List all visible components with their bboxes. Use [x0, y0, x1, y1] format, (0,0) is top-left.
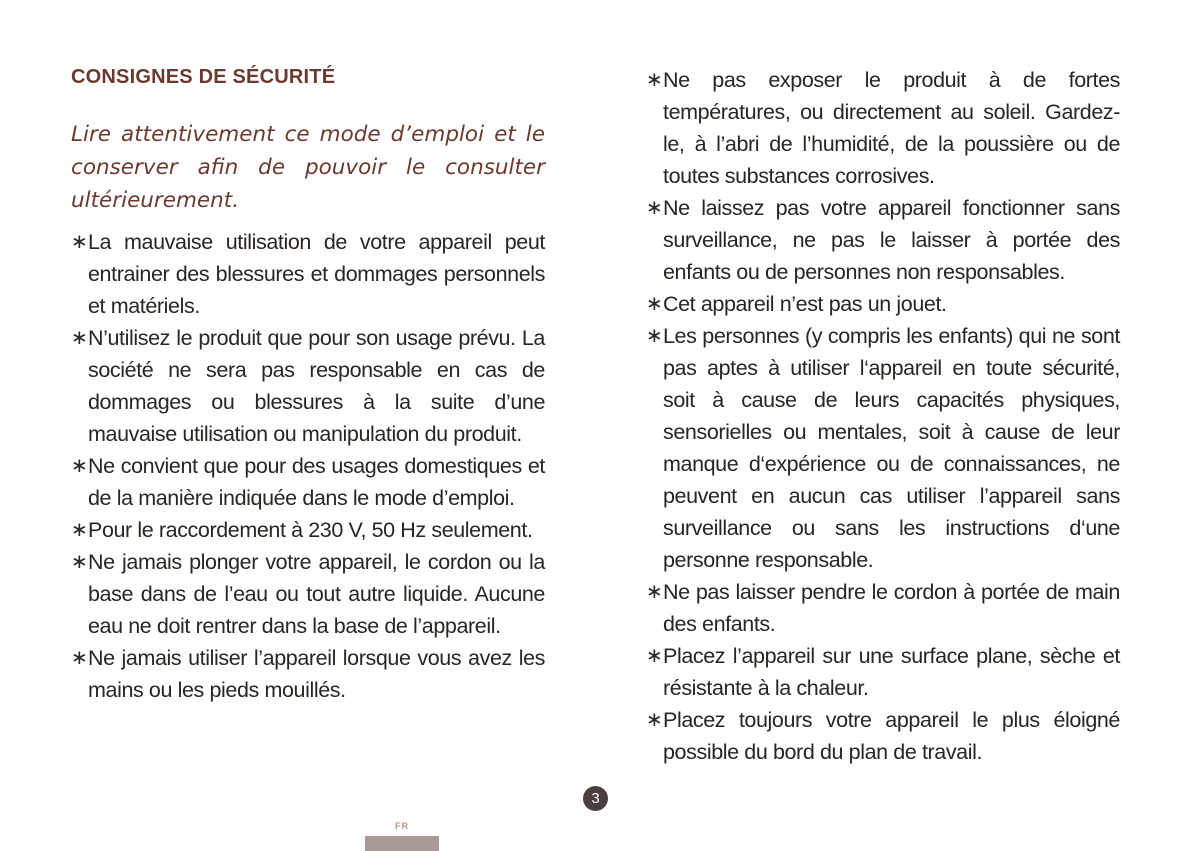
asterisk-icon: ∗ — [71, 327, 88, 349]
asterisk-icon: ∗ — [646, 581, 663, 603]
list-item — [646, 640, 1120, 704]
page-number-badge: 3 — [583, 786, 608, 811]
list-item-text: N’utilisez le produit que pour son usage prévu. La société ne sera pas responsable en cas de dommages ou blessures à la suite d’une mauvaise utilisation ou manipulation du produit. — [88, 326, 545, 446]
list-item — [646, 192, 1120, 288]
safety-list-right — [646, 64, 1120, 768]
intro-paragraph: Lire attentivement ce mode d’emploi et le conserver afin de pouvoir le consulter ultérieurement. — [71, 122, 545, 213]
list-item-text: Ne pas exposer le produit à de fortes températures, ou directement au soleil. Gardez-le, à l’abri de l’humidité, de la poussière ou de toutes substances corrosives. — [663, 68, 1120, 188]
asterisk-icon: ∗ — [71, 231, 88, 253]
list-item — [646, 64, 1120, 192]
list-item-text: Ne laissez pas votre appareil fonctionner sans surveillance, ne pas le laisser à portée des enfants ou de personnes non responsables. — [663, 196, 1120, 284]
list-item — [71, 450, 545, 514]
asterisk-icon: ∗ — [646, 325, 663, 347]
safety-list-left — [71, 226, 545, 706]
list-item — [646, 320, 1120, 576]
list-item — [646, 576, 1120, 640]
list-item-text: Les personnes (y compris les enfants) qui ne sont pas aptes à utiliser l‘appareil en toute sécurité, soit à cause de leurs capacités physiques, sensorielles ou mentales, soit à cause de leur manque d‘expérience ou de connaissances, ne peuvent en aucun cas utiliser l’appareil sans surveillance ou sans les instructions d‘une personne responsable. — [663, 324, 1120, 572]
list-item-text: La mauvaise utilisation de votre appareil peut entrainer des blessures et dommages personnels et matériels. — [88, 230, 545, 318]
list-item — [646, 288, 1120, 320]
list-item-text: Ne jamais plonger votre appareil, le cordon ou la base dans de l’eau ou tout autre liquide. Aucune eau ne doit rentrer dans la base de l’appareil. — [88, 550, 545, 638]
asterisk-icon: ∗ — [71, 647, 88, 669]
asterisk-icon: ∗ — [646, 709, 663, 731]
list-item — [71, 546, 545, 642]
asterisk-icon: ∗ — [646, 69, 663, 91]
asterisk-icon: ∗ — [71, 519, 88, 541]
list-item — [71, 322, 545, 450]
asterisk-icon: ∗ — [646, 645, 663, 667]
list-item-text: Ne pas laisser pendre le cordon à portée de main des enfants. — [663, 580, 1120, 636]
list-item-text: Pour le raccordement à 230 V, 50 Hz seulement. — [88, 518, 533, 542]
list-item — [646, 704, 1120, 768]
list-item — [71, 642, 545, 706]
asterisk-icon: ∗ — [71, 455, 88, 477]
list-item-text: Placez toujours votre appareil le plus éloigné possible du bord du plan de travail. — [663, 708, 1120, 764]
asterisk-icon: ∗ — [646, 197, 663, 219]
asterisk-icon: ∗ — [646, 293, 663, 315]
list-item-text: Ne jamais utiliser l’appareil lorsque vous avez les mains ou les pieds mouillés. — [88, 646, 545, 702]
section-heading: CONSIGNES DE SÉCURITÉ — [71, 66, 336, 88]
asterisk-icon: ∗ — [71, 551, 88, 573]
list-item-text: Placez l’appareil sur une surface plane, sèche et résistante à la chaleur. — [663, 644, 1120, 700]
language-label: FR — [395, 821, 409, 831]
list-item-text: Cet appareil n’est pas un jouet. — [663, 292, 947, 316]
list-item — [71, 514, 545, 546]
list-item-text: Ne convient que pour des usages domestiques et de la manière indiquée dans le mode d’emploi. — [88, 454, 545, 510]
language-tab-bar — [365, 836, 439, 851]
language-tab — [365, 820, 439, 851]
list-item — [71, 226, 545, 322]
